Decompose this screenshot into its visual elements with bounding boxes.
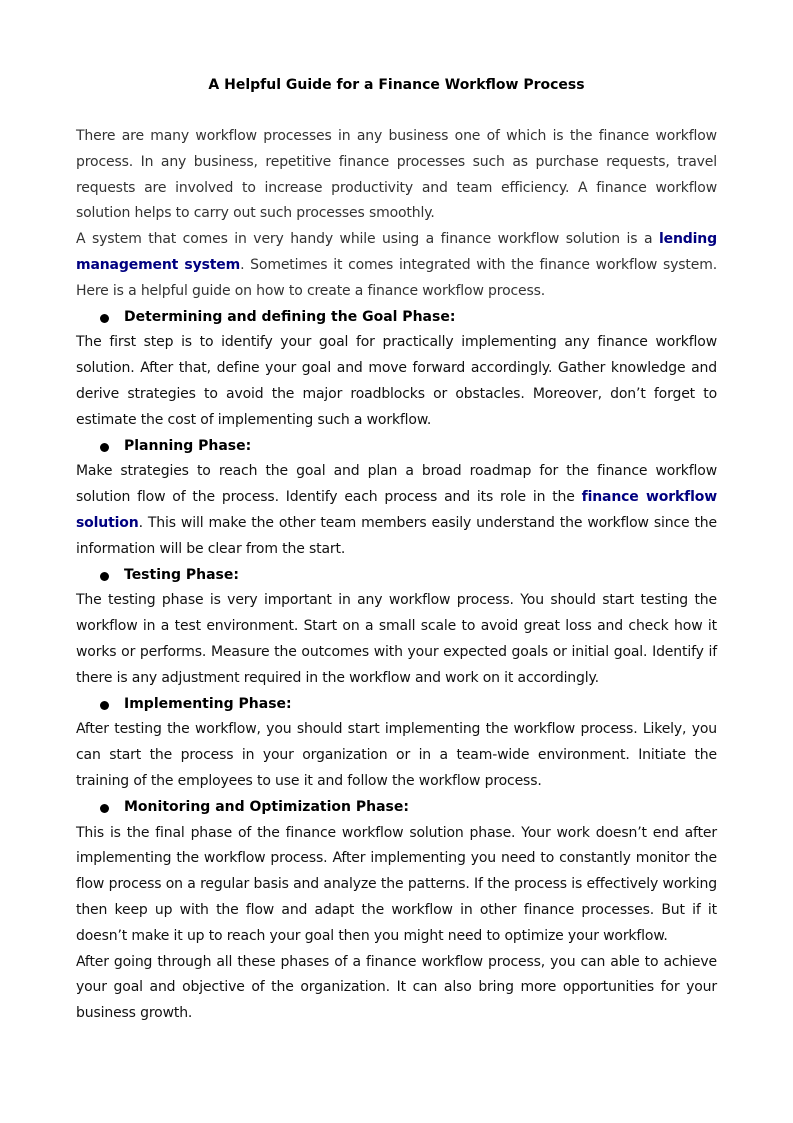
section-body-planning [76,459,717,562]
heading-text: Implementing Phase: [124,695,292,712]
document-page [76,74,717,1027]
section-body-implementing: After testing the workflow, you should start implementing the workflow process. Likely, you can start the process in your organization or in a team-wide environment. Initiate the training of the employees to use it and follow the workflow process. [76,721,717,789]
heading-text: Monitoring and Optimization Phase: [124,798,409,815]
section-heading-implementing [76,692,717,718]
text: . Sometimes it comes integrated with the finance workflow system. Here is a helpful guide on how to create a finance workflow process. [76,256,717,299]
section-heading-testing [76,563,717,589]
document-title: A Helpful Guide for a Finance Workflow Process [208,77,585,93]
section-body-goal: The first step is to identify your goal for practically implementing any finance workflow solution. After that, define your goal and move forward accordingly. Gather knowledge and derive strategies to avoid the major roadblocks or obstacles. Moreover, don’t forget to estimate the cost of implementing such a workflow. [76,334,717,428]
intro-paragraph-1: There are many workflow processes in any business one of which is the finance workflow process. In any business, repetitive finance processes such as purchase requests, travel requests are involved to increase productivity and team efficiency. A finance workflow solution helps to carry out such processes smoothly. [76,128,717,222]
bullet-icon [100,443,109,452]
section-heading-goal [76,305,717,331]
text: A system that comes in very handy while using a finance workflow solution is a [76,231,659,248]
bullet-icon [100,314,109,323]
bullet-icon [100,701,109,710]
section-heading-monitoring [76,795,717,821]
heading-text: Determining and defining the Goal Phase: [124,308,456,325]
section-heading-planning [76,434,717,460]
heading-text: Planning Phase: [124,437,252,454]
heading-text: Testing Phase: [124,566,239,583]
lending-management-system-link[interactable]: lending management system [76,231,717,273]
intro-paragraph-2 [76,227,717,304]
section-body-monitoring: This is the final phase of the finance workflow solution phase. Your work doesn’t end after implementing the workflow process. After implementing you need to constantly monitor the flow process on a regular basis and analyze the patterns. If the process is effectively working then keep up with the flow and adapt the workflow in other finance processes. But if it doesn’t make it up to reach your goal then you might need to optimize your workflow. [76,824,717,944]
bullet-icon [100,804,109,813]
conclusion-paragraph: After going through all these phases of a finance workflow process, you can able to achieve your goal and objective of the organization. It can also bring more opportunities for your business growth. [76,953,717,1022]
finance-workflow-solution-link[interactable]: finance workflow solution [76,489,717,531]
text: . This will make the other team members easily understand the workflow since the information will be clear from the start. [76,514,717,557]
bullet-icon [100,572,109,581]
section-body-testing: The testing phase is very important in any workflow process. You should start testing the workflow in a test environment. Start on a small scale to avoid great loss and check how it works or performs. Measure the outcomes with your expected goals or initial goal. Identify if there is any adjustment required in the workflow and work on it accordingly. [76,592,717,686]
text: Make strategies to reach the goal and plan a broad roadmap for the finance workflow solution flow of the process. Identify each process and its role in the [76,463,717,506]
